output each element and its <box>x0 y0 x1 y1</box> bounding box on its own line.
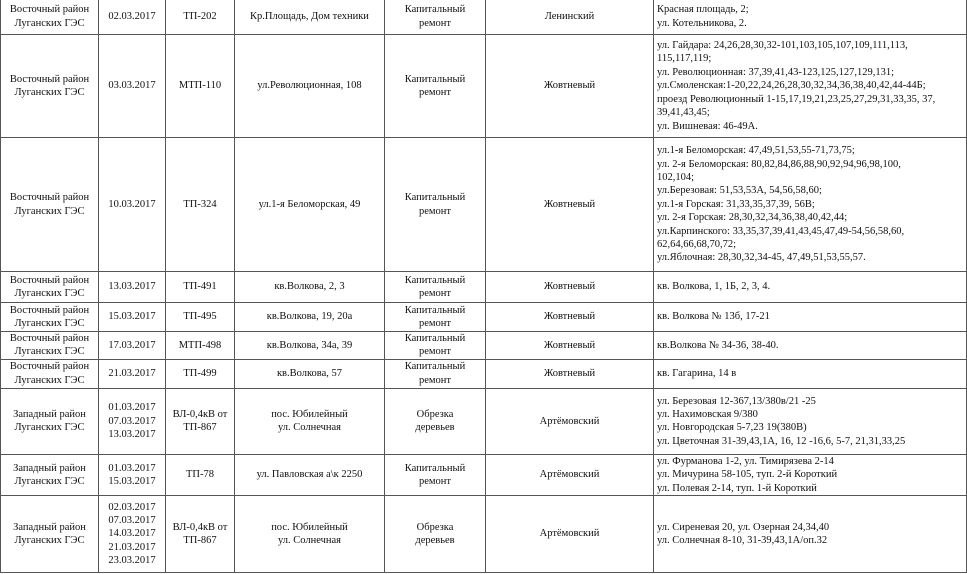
table-row <box>1 272 967 303</box>
rayon-cell-text: Ленинский <box>544 10 595 22</box>
date-cell-line: 21.03.2017 <box>108 368 156 380</box>
addresses-cell <box>654 496 967 573</box>
location-cell <box>235 388 385 454</box>
date-cell-line: 02.03.2017 <box>108 10 156 22</box>
date-cell-line: 07.03.2017 <box>108 514 156 526</box>
district-cell-line: Луганских ГЭС <box>14 475 85 487</box>
district-cell-line: Западный район <box>13 408 86 420</box>
district-cell-line: Луганских ГЭС <box>14 17 85 29</box>
rayon-cell <box>486 0 654 35</box>
district-cell-line: Луганских ГЭС <box>14 535 85 547</box>
date-cell <box>99 359 166 388</box>
table-row <box>1 0 967 35</box>
location-cell-line: ул. Солнечная <box>277 535 342 547</box>
location-cell-line: пос. Юбилейный <box>271 408 348 420</box>
object-cell <box>166 0 235 35</box>
district-cell-line: Луганских ГЭС <box>14 422 85 434</box>
district-cell <box>1 454 99 495</box>
district-cell-line: Восточный район <box>9 333 90 344</box>
object-cell-line: ТП-491 <box>183 281 217 293</box>
object-cell-line: ТП-495 <box>183 311 217 323</box>
addresses-cell-line: 102,104; <box>657 171 695 183</box>
addresses-cell-line: кв.Волкова № 34-36, 38-40. <box>657 339 779 351</box>
date-cell-line: 21.03.2017 <box>108 541 156 553</box>
location-cell <box>235 303 385 332</box>
district-cell <box>1 388 99 454</box>
district-cell-line: Восточный район <box>9 73 90 85</box>
district-cell <box>1 332 99 360</box>
addresses-cell <box>654 35 967 138</box>
work-type-cell <box>385 359 486 388</box>
object-cell-line: МТП-498 <box>178 339 222 351</box>
object-cell <box>166 359 235 388</box>
location-cell-line: кв.Волкова, 34а, 39 <box>266 339 353 351</box>
rayon-cell <box>486 454 654 495</box>
district-cell-line: Восточный район <box>9 274 90 286</box>
date-cell <box>99 454 166 495</box>
rayon-cell-text: Жовтневый <box>543 368 596 380</box>
addresses-cell-line: ул. Революционная: 37,39,41,43-123,125,127,129,131; <box>657 66 895 78</box>
rayon-cell-text: Жовтневый <box>543 80 596 92</box>
location-cell <box>235 272 385 303</box>
work-type-cell <box>385 0 486 35</box>
addresses-cell-line: ул. Полевая 2-14, туп. 1-й Короткий <box>657 482 817 494</box>
object-cell-line: ТП-867 <box>183 535 217 547</box>
object-cell-line: МТП-110 <box>178 80 222 92</box>
district-cell <box>1 272 99 303</box>
work-type-cell <box>385 272 486 303</box>
location-cell <box>235 35 385 138</box>
addresses-cell-line: ул. Котельникова, 2. <box>657 17 747 29</box>
date-cell <box>99 388 166 454</box>
object-cell <box>166 138 235 272</box>
addresses-cell-line: ул. 2-я Горская: 28,30,32,34,36,38,40,42,44; <box>657 212 848 224</box>
date-cell-line: 01.03.2017 <box>108 402 156 414</box>
addresses-cell <box>654 0 967 35</box>
date-cell <box>99 0 166 35</box>
addresses-cell-line: ул.Смоленская:1-20,22,24,26,28,30,32,34,36,38,40,42,44-44Б; <box>657 80 926 92</box>
addresses-cell-line: 39,41,43,45; <box>657 107 710 119</box>
rayon-cell-text: Жовтневый <box>543 311 596 323</box>
work-type-cell-line: Капитальный <box>404 4 466 16</box>
addresses-cell-line: ул.1-я Горская: 31,33,35,37,39, 56В; <box>657 198 815 210</box>
work-type-cell <box>385 496 486 573</box>
table-row <box>1 332 967 360</box>
location-cell <box>235 138 385 272</box>
location-cell <box>235 454 385 495</box>
rayon-cell <box>486 496 654 573</box>
work-type-cell-line: Обрезка <box>416 408 454 420</box>
rayon-cell <box>486 388 654 454</box>
table-row <box>1 388 967 454</box>
date-cell <box>99 35 166 138</box>
addresses-cell <box>654 388 967 454</box>
work-type-cell-line: Капитальный <box>404 333 466 344</box>
object-cell <box>166 35 235 138</box>
work-type-cell-line: Капитальный <box>404 192 466 204</box>
work-type-cell <box>385 454 486 495</box>
date-cell-line: 03.03.2017 <box>108 80 156 92</box>
location-cell-line: ул.1-я Беломорская, 49 <box>258 198 361 210</box>
table-row <box>1 496 967 573</box>
work-type-cell-line: ремонт <box>418 318 451 329</box>
date-cell-line: 02.03.2017 <box>108 501 156 513</box>
addresses-cell <box>654 303 967 332</box>
addresses-cell-line: ул. 2-я Беломорская: 80,82,84,86,88,90,92,94,96,98,100, <box>657 158 901 170</box>
date-cell-line: 14.03.2017 <box>108 528 156 540</box>
location-cell-line: пос. Юбилейный <box>271 521 348 533</box>
addresses-cell <box>654 272 967 303</box>
location-cell <box>235 496 385 573</box>
object-cell-line: ВЛ-0,4кВ от <box>172 408 228 420</box>
object-cell <box>166 272 235 303</box>
work-type-cell-line: Капитальный <box>404 274 466 286</box>
location-cell-line: ул. Павловская а\к 2250 <box>256 469 363 481</box>
object-cell-line: ТП-78 <box>186 469 214 481</box>
addresses-cell-line: кв. Гагарина, 14 в <box>657 368 737 380</box>
rayon-cell-text: Артёмовский <box>539 469 600 481</box>
date-cell <box>99 303 166 332</box>
addresses-cell-line: ул. Сиреневая 20, ул. Озерная 24,34,40 <box>657 521 830 533</box>
work-type-cell-line: Капитальный <box>404 73 466 85</box>
date-cell-line: 07.03.2017 <box>108 415 156 427</box>
date-cell-line: 13.03.2017 <box>108 429 156 441</box>
district-cell-line: Восточный район <box>9 361 90 373</box>
date-cell-line: 17.03.2017 <box>108 339 156 351</box>
addresses-cell-line: ул. Гайдара: 24,26,28,30,32-101,103,105,107,109,111,113, <box>657 40 908 52</box>
work-type-cell <box>385 138 486 272</box>
work-type-cell <box>385 388 486 454</box>
date-cell-line: 15.03.2017 <box>108 475 156 487</box>
location-cell-line: кв.Волкова, 57 <box>276 368 343 380</box>
district-cell-line: Западный район <box>13 462 86 474</box>
rayon-cell-text: Артёмовский <box>539 415 600 427</box>
object-cell-line: ТП-499 <box>183 368 217 380</box>
addresses-cell-line: ул. Мичурина 58-105, туп. 2-й Короткий <box>657 469 838 481</box>
addresses-cell <box>654 138 967 272</box>
district-cell-line: Восточный район <box>9 304 90 316</box>
work-type-cell-line: ремонт <box>418 475 451 487</box>
addresses-cell-line: ул. Солнечная 8-10, 31-39,43,1А/оп.32 <box>657 535 828 547</box>
addresses-cell-line: Красная площадь, 2; <box>657 4 749 16</box>
addresses-cell <box>654 359 967 388</box>
date-cell-line: 01.03.2017 <box>108 462 156 474</box>
district-cell <box>1 0 99 35</box>
location-cell <box>235 0 385 35</box>
addresses-cell-line: ул.1-я Беломорская: 47,49,51,53,55-71,73,75; <box>657 145 855 157</box>
location-cell <box>235 332 385 360</box>
object-cell-line: ТП-202 <box>183 10 217 22</box>
district-cell-line: Луганских ГЭС <box>14 374 85 386</box>
date-cell <box>99 496 166 573</box>
date-cell <box>99 272 166 303</box>
addresses-cell <box>654 332 967 360</box>
work-type-cell-line: Капитальный <box>404 462 466 474</box>
district-cell <box>1 496 99 573</box>
addresses-cell-line: ул. Березовая 12-367,13/380в/21 -25 <box>657 395 816 407</box>
district-cell-line: Луганских ГЭС <box>14 87 85 98</box>
work-type-cell-line: ремонт <box>418 17 451 29</box>
location-cell-line: ул.Революционная, 108 <box>257 80 362 92</box>
rayon-cell <box>486 359 654 388</box>
work-type-cell-line: Капитальный <box>404 304 466 316</box>
district-cell <box>1 138 99 272</box>
district-cell-line: Восточный район <box>9 192 90 204</box>
work-type-cell-line: ремонт <box>418 374 451 386</box>
district-cell <box>1 359 99 388</box>
work-type-cell-line: Капитальный <box>404 361 466 373</box>
addresses-cell-line: ул. Цветочная 31-39,43,1А, 16, 12 -16,6, 5-7, 21,31,33,25 <box>657 435 906 447</box>
addresses-cell-line: ул. Нахимовская 9/380 <box>657 408 758 420</box>
work-type-cell-line: деревьев <box>415 422 455 434</box>
object-cell-line: ТП-867 <box>183 422 217 434</box>
addresses-cell-line: ул.Березовая: 51,53,53А, 54,56,58,60; <box>657 185 822 197</box>
rayon-cell-text: Жовтневый <box>543 198 596 210</box>
date-cell <box>99 138 166 272</box>
date-cell-line: 23.03.2017 <box>108 555 156 567</box>
addresses-cell-line: проезд Революционный 1-15,17,19,21,23,25,27,29,31,33,35, 37, <box>657 93 936 105</box>
table-row <box>1 454 967 495</box>
addresses-cell-line: ул. Фурманова 1-2, ул. Тимирязева 2-14 <box>657 455 834 467</box>
date-cell-line: 15.03.2017 <box>108 311 156 323</box>
location-cell-line: ул. Солнечная <box>277 422 342 434</box>
object-cell-line: ВЛ-0,4кВ от <box>172 521 228 533</box>
location-cell-line: Кр.Площадь, Дом техники <box>250 10 369 22</box>
object-cell <box>166 496 235 573</box>
work-type-cell <box>385 303 486 332</box>
district-cell-line: Луганских ГЭС <box>14 318 85 329</box>
object-cell-line: ТП-324 <box>183 198 217 210</box>
work-type-cell-line: ремонт <box>418 87 451 98</box>
district-cell-line: Луганских ГЭС <box>14 346 85 358</box>
rayon-cell-text: Жовтневый <box>543 281 596 293</box>
object-cell <box>166 454 235 495</box>
district-cell-line: Луганских ГЭС <box>14 205 85 217</box>
date-cell-line: 13.03.2017 <box>108 281 156 293</box>
location-cell <box>235 359 385 388</box>
work-type-cell-line: ремонт <box>418 288 451 299</box>
addresses-cell-line: ул.Карпинского: 33,35,37,39,41,43,45,47,49-54,56,58,60, <box>657 225 905 237</box>
addresses-cell-line: ул.Яблочная: 28,30,32,34-45, 47,49,51,53,55,57. <box>657 252 866 264</box>
district-cell-line: Луганских ГЭС <box>14 288 85 299</box>
work-type-cell-line: Обрезка <box>416 521 454 533</box>
addresses-cell-line: ул. Новгородская 5-7,23 19(380В) <box>657 422 807 434</box>
rayon-cell <box>486 332 654 360</box>
table-row <box>1 35 967 138</box>
object-cell <box>166 332 235 360</box>
district-cell-line: Восточный район <box>9 4 90 16</box>
table-row <box>1 138 967 272</box>
date-cell-line: 10.03.2017 <box>108 198 156 210</box>
rayon-cell <box>486 272 654 303</box>
location-cell-line: кв.Волкова, 2, 3 <box>274 281 345 293</box>
rayon-cell-text: Артёмовский <box>539 528 600 540</box>
work-type-cell-line: ремонт <box>418 205 451 217</box>
rayon-cell <box>486 303 654 332</box>
work-type-cell-line: деревьев <box>415 535 455 547</box>
addresses-cell-line: кв. Волкова, 1, 1Б, 2, 3, 4. <box>657 281 771 293</box>
table-row <box>1 359 967 388</box>
rayon-cell <box>486 138 654 272</box>
district-cell-line: Западный район <box>13 521 86 533</box>
location-cell-line: кв.Волкова, 19, 20а <box>266 311 353 323</box>
work-type-cell <box>385 332 486 360</box>
date-cell <box>99 332 166 360</box>
table-row <box>1 303 967 332</box>
addresses-cell-line: ул. Вишневая: 46-49А. <box>657 120 758 132</box>
addresses-cell-line: 62,64,66,68,70,72; <box>657 239 737 251</box>
rayon-cell-text: Жовтневый <box>543 339 596 351</box>
district-cell <box>1 35 99 138</box>
addresses-cell <box>654 454 967 495</box>
addresses-cell-line: 115,117,119; <box>657 53 712 65</box>
object-cell <box>166 388 235 454</box>
work-type-cell <box>385 35 486 138</box>
rayon-cell <box>486 35 654 138</box>
work-type-cell-line: ремонт <box>418 346 451 358</box>
addresses-cell-line: кв. Волкова № 13б, 17-21 <box>657 311 770 323</box>
object-cell <box>166 303 235 332</box>
district-cell <box>1 303 99 332</box>
